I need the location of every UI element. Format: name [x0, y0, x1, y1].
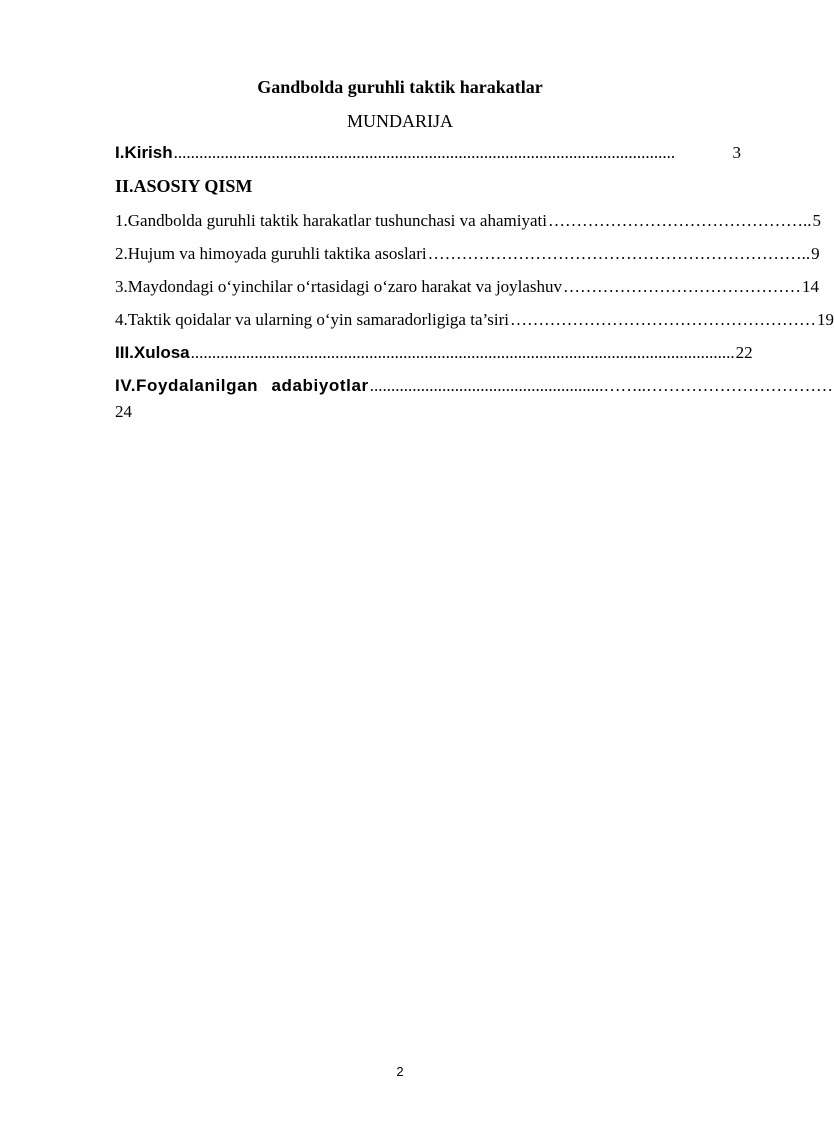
- table-of-contents: [115, 142, 834, 423]
- toc-entry-label: 1.Gandbolda guruhli taktik harakatlar tushunchasi va ahamiyati: [115, 211, 547, 230]
- toc-page-number-wrapped: 24: [115, 402, 132, 421]
- toc-page-number: 14: [802, 277, 820, 296]
- page-number: 2: [396, 1064, 404, 1079]
- toc-entry-adabiyot[interactable]: [115, 375, 833, 401]
- toc-entry-xulosa[interactable]: [115, 342, 753, 375]
- toc-entry-label: 2.Hujum va himoyada guruhli taktika asoslari: [115, 244, 427, 263]
- toc-dot-leader: …………………………………………………………..: [427, 244, 811, 263]
- toc-section-label: II.ASOSIY QISM: [115, 176, 253, 196]
- document-title: Gandbolda guruhli taktik harakatlar: [257, 77, 543, 97]
- toc-entry-label: I.Kirish: [115, 143, 173, 162]
- toc-dot-leader: ………………………………………..: [547, 211, 812, 230]
- toc-page-number: 9: [811, 244, 820, 263]
- toc-page-number: 22: [735, 343, 753, 362]
- toc-entry-label: III.Xulosa: [115, 343, 190, 362]
- toc-dot-leader: ................................................................................................................................: [190, 343, 735, 362]
- toc-entry-label: 3.Maydondagi o‘yinchilar o‘rtasidagi o‘zaro harakat va joylashuv: [115, 277, 563, 296]
- toc-entry-kirish[interactable]: [115, 142, 741, 175]
- toc-entry-item4[interactable]: [115, 309, 834, 342]
- toc-entry-label: IV.Foydalanilgan adabiyotlar: [115, 376, 369, 395]
- toc-page-number: 19: [816, 310, 834, 329]
- toc-page-number: 5: [812, 211, 821, 230]
- toc-dot-leader: ......................................................................................................................: [173, 143, 676, 162]
- toc-entry-item1[interactable]: [115, 210, 821, 243]
- toc-dot-leader: .......................................................……..……………………………: [369, 376, 833, 395]
- toc-dot-leader: ……………………………………: [563, 277, 802, 296]
- toc-entry-label: 4.Taktik qoidalar va ularning o‘yin samaradorligiga ta’siri: [115, 310, 509, 329]
- toc-entry-item2[interactable]: [115, 243, 820, 276]
- toc-entry-item3[interactable]: [115, 276, 820, 309]
- toc-page-number: 3: [732, 143, 741, 162]
- toc-dot-leader: ………………………………………………: [509, 310, 816, 329]
- toc-section-asosiy[interactable]: [115, 175, 741, 210]
- toc-heading: MUNDARIJA: [346, 111, 453, 131]
